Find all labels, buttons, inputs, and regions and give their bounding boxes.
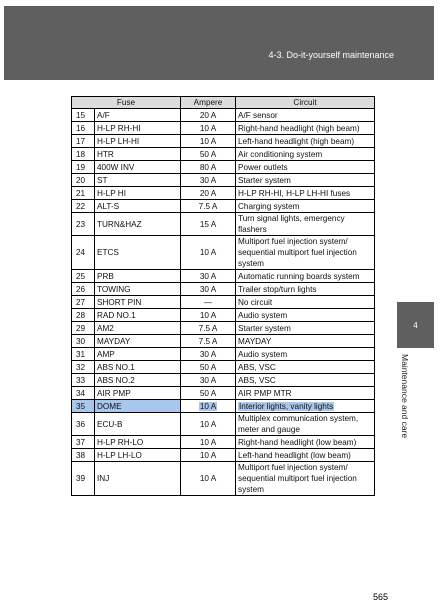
ampere-cell — [181, 109, 236, 122]
column-header-circuit: Circuit — [236, 97, 375, 109]
table-row — [72, 436, 375, 449]
fuse-number-cell: 30 — [72, 335, 95, 348]
chapter-number: 4 — [413, 320, 418, 330]
fuse-number-cell: 15 — [72, 109, 95, 122]
table-row — [72, 109, 375, 122]
fuse-number-cell: 20 — [72, 174, 95, 187]
table-row — [72, 361, 375, 374]
fuse-name-cell: ALT-S — [95, 200, 181, 213]
circuit-cell-text: Right-hand headlight (low beam) — [238, 437, 357, 447]
table-row — [72, 322, 375, 335]
fuse-number-cell: 33 — [72, 374, 95, 387]
fuse-number-cell: 38 — [72, 449, 95, 462]
circuit-cell-text: MAYDAY — [238, 336, 272, 346]
ampere-cell-text: 30 A — [199, 375, 217, 385]
fuse-number-cell: 32 — [72, 361, 95, 374]
fuse-name-cell: MAYDAY — [95, 335, 181, 348]
fuse-number-cell: 29 — [72, 322, 95, 335]
ampere-cell — [181, 436, 236, 449]
fuse-name-cell: TOWING — [95, 283, 181, 296]
table-row — [72, 200, 375, 213]
fuse-number-cell: 24 — [72, 236, 95, 270]
ampere-cell-text: 10 A — [199, 419, 217, 429]
fuse-name-cell: ECU-B — [95, 413, 181, 436]
fuse-name-cell: 400W INV — [95, 161, 181, 174]
fuse-name-cell: ABS NO.2 — [95, 374, 181, 387]
fuse-number-cell: 25 — [72, 270, 95, 283]
fuse-number-cell: 21 — [72, 187, 95, 200]
table-row — [72, 348, 375, 361]
fuse-number-cell: 18 — [72, 148, 95, 161]
circuit-cell — [236, 335, 375, 348]
circuit-cell — [236, 187, 375, 200]
fuse-name-cell: ETCS — [95, 236, 181, 270]
table-row — [72, 283, 375, 296]
circuit-cell-text: Automatic running boards system — [238, 271, 360, 281]
ampere-cell-text: 30 A — [199, 271, 217, 281]
ampere-cell-text: 80 A — [199, 162, 217, 172]
ampere-cell-text: 10 A — [199, 474, 217, 483]
ampere-cell-text: — — [203, 297, 213, 307]
header-band — [4, 6, 434, 80]
ampere-cell — [181, 374, 236, 387]
ampere-cell — [181, 161, 236, 174]
table-row — [72, 135, 375, 148]
circuit-cell — [236, 436, 375, 449]
ampere-cell-text: 50 A — [199, 362, 217, 372]
fuse-name-cell: H-LP RH-HI — [95, 122, 181, 135]
fuse-name-cell: H-LP LH-HI — [95, 135, 181, 148]
ampere-cell — [181, 213, 236, 236]
fuse-table-body — [72, 109, 375, 496]
column-header-fuse: Fuse — [72, 97, 181, 109]
table-row — [72, 309, 375, 322]
fuse-name-cell: SHORT PIN — [95, 296, 181, 309]
fuse-table — [71, 96, 375, 496]
circuit-cell-text: Charging system — [238, 201, 300, 211]
table-row — [72, 374, 375, 387]
fuse-name-cell: ABS NO.1 — [95, 361, 181, 374]
fuse-number-cell: 19 — [72, 161, 95, 174]
circuit-cell-text: Power outlets — [238, 162, 288, 172]
ampere-cell-text: 30 A — [199, 175, 217, 185]
ampere-cell — [181, 283, 236, 296]
fuse-number-cell: 35 — [72, 400, 95, 413]
fuse-name-cell: DOME — [95, 400, 181, 413]
circuit-cell — [236, 161, 375, 174]
ampere-cell — [181, 270, 236, 283]
circuit-cell — [236, 200, 375, 213]
table-row — [72, 413, 375, 436]
circuit-cell — [236, 387, 375, 400]
ampere-cell-text: 10 A — [199, 123, 217, 133]
fuse-name-cell: H-LP RH-LO — [95, 436, 181, 449]
circuit-cell — [236, 361, 375, 374]
table-row — [72, 400, 375, 413]
ampere-cell — [181, 449, 236, 462]
circuit-cell — [236, 174, 375, 187]
ampere-cell — [181, 322, 236, 335]
fuse-name-cell: INJ — [95, 462, 181, 496]
ampere-cell — [181, 361, 236, 374]
ampere-cell — [181, 200, 236, 213]
circuit-cell — [236, 322, 375, 335]
circuit-cell-text: Left-hand headlight (low beam) — [238, 450, 351, 460]
table-row — [72, 236, 375, 270]
fuse-number-cell: 34 — [72, 387, 95, 400]
ampere-cell — [181, 122, 236, 135]
circuit-cell-text: Trailer stop/turn lights — [238, 284, 317, 294]
circuit-cell-text: Starter system — [238, 175, 291, 185]
table-row — [72, 296, 375, 309]
ampere-cell — [181, 174, 236, 187]
circuit-cell — [236, 122, 375, 135]
table-header-row — [72, 97, 375, 109]
circuit-cell-text: ABS, VSC — [238, 362, 276, 372]
circuit-cell-text: Multiplex communication system, meter and gauge — [238, 414, 359, 434]
circuit-cell-text: ABS, VSC — [238, 375, 276, 385]
page-number: 565 — [373, 592, 389, 602]
circuit-cell-text: Audio system — [238, 349, 288, 359]
fuse-name-cell: AIR PMP — [95, 387, 181, 400]
column-header-ampere: Ampere — [181, 97, 236, 109]
fuse-number-cell: 39 — [72, 462, 95, 496]
fuse-number-cell: 28 — [72, 309, 95, 322]
ampere-cell-text: 20 A — [199, 110, 217, 120]
ampere-cell — [181, 335, 236, 348]
fuse-name-cell: H-LP HI — [95, 187, 181, 200]
chapter-tab — [397, 302, 434, 348]
circuit-cell — [236, 283, 375, 296]
circuit-cell-text: Multiport fuel injection system/ sequential multiport fuel injection system — [238, 237, 357, 268]
fuse-number-cell: 22 — [72, 200, 95, 213]
table-row — [72, 174, 375, 187]
circuit-cell-text: Multiport fuel injection system/ sequential multiport fuel injection system — [238, 463, 357, 494]
ampere-cell — [181, 462, 236, 496]
ampere-cell-text: 7.5 A — [198, 323, 218, 333]
fuse-number-cell: 37 — [72, 436, 95, 449]
fuse-number-cell: 36 — [72, 413, 95, 436]
fuse-number-cell: 17 — [72, 135, 95, 148]
ampere-cell — [181, 236, 236, 270]
circuit-cell-text: Starter system — [238, 323, 291, 333]
table-row — [72, 213, 375, 236]
circuit-cell — [236, 135, 375, 148]
circuit-cell-text: Audio system — [238, 310, 288, 320]
circuit-cell — [236, 462, 375, 496]
ampere-cell — [181, 296, 236, 309]
circuit-cell — [236, 309, 375, 322]
ampere-cell-text: 10 A — [199, 401, 217, 411]
ampere-cell-text: 50 A — [199, 388, 217, 398]
ampere-cell-text: 7.5 A — [198, 336, 218, 346]
circuit-cell-text: A/F sensor — [238, 110, 278, 120]
fuse-number-cell: 27 — [72, 296, 95, 309]
table-row — [72, 122, 375, 135]
circuit-cell-text: No circuit — [238, 297, 273, 307]
chapter-label: Maintenance and care — [400, 354, 410, 439]
table-row — [72, 449, 375, 462]
circuit-cell-text: H-LP RH-HI, H-LP LH-HI fuses — [238, 188, 351, 198]
fuse-name-cell: PRB — [95, 270, 181, 283]
circuit-cell — [236, 348, 375, 361]
fuse-name-cell: HTR — [95, 148, 181, 161]
fuse-number-cell: 23 — [72, 213, 95, 236]
section-title: 4-3. Do-it-yourself maintenance — [268, 50, 394, 60]
ampere-cell-text: 30 A — [199, 284, 217, 294]
circuit-cell — [236, 148, 375, 161]
fuse-number-cell: 26 — [72, 283, 95, 296]
fuse-number-cell: 31 — [72, 348, 95, 361]
circuit-cell-text: AIR PMP MTR — [238, 388, 292, 398]
ampere-cell — [181, 348, 236, 361]
circuit-cell-text: Air conditioning system — [238, 149, 323, 159]
circuit-cell — [236, 109, 375, 122]
circuit-cell-text: Interior lights, vanity lights — [239, 401, 334, 411]
ampere-cell — [181, 187, 236, 200]
fuse-number-cell: 16 — [72, 122, 95, 135]
circuit-cell — [236, 270, 375, 283]
ampere-cell-text: 20 A — [199, 188, 217, 198]
table-row — [72, 148, 375, 161]
circuit-cell — [236, 400, 375, 413]
circuit-cell-text: Left-hand headlight (high beam) — [238, 136, 355, 146]
ampere-cell-text: 10 A — [199, 248, 217, 257]
circuit-cell — [236, 213, 375, 236]
circuit-cell — [236, 374, 375, 387]
circuit-cell — [236, 236, 375, 270]
fuse-name-cell: A/F — [95, 109, 181, 122]
table-row — [72, 335, 375, 348]
ampere-cell-text: 10 A — [199, 450, 217, 460]
ampere-cell — [181, 387, 236, 400]
ampere-cell-text: 10 A — [199, 437, 217, 447]
circuit-cell-text: Turn signal lights, emergency flashers — [238, 214, 345, 234]
table-row — [72, 462, 375, 496]
ampere-cell — [181, 148, 236, 161]
table-row — [72, 187, 375, 200]
ampere-cell-text: 30 A — [199, 349, 217, 359]
fuse-name-cell: AM2 — [95, 322, 181, 335]
fuse-name-cell: RAD NO.1 — [95, 309, 181, 322]
fuse-name-cell: ST — [95, 174, 181, 187]
ampere-cell-text: 10 A — [199, 136, 217, 146]
fuse-name-cell: AMP — [95, 348, 181, 361]
ampere-cell — [181, 400, 236, 413]
ampere-cell — [181, 135, 236, 148]
circuit-cell-text: Right-hand headlight (high beam) — [238, 123, 360, 133]
fuse-name-cell: TURN&HAZ — [95, 213, 181, 236]
table-row — [72, 270, 375, 283]
circuit-cell — [236, 449, 375, 462]
ampere-cell-text: 15 A — [199, 219, 217, 229]
ampere-cell-text: 7.5 A — [198, 201, 218, 211]
ampere-cell-text: 50 A — [199, 149, 217, 159]
fuse-name-cell: H-LP LH-LO — [95, 449, 181, 462]
circuit-cell — [236, 413, 375, 436]
ampere-cell — [181, 309, 236, 322]
table-row — [72, 387, 375, 400]
table-row — [72, 161, 375, 174]
ampere-cell — [181, 413, 236, 436]
circuit-cell — [236, 296, 375, 309]
ampere-cell-text: 10 A — [199, 310, 217, 320]
